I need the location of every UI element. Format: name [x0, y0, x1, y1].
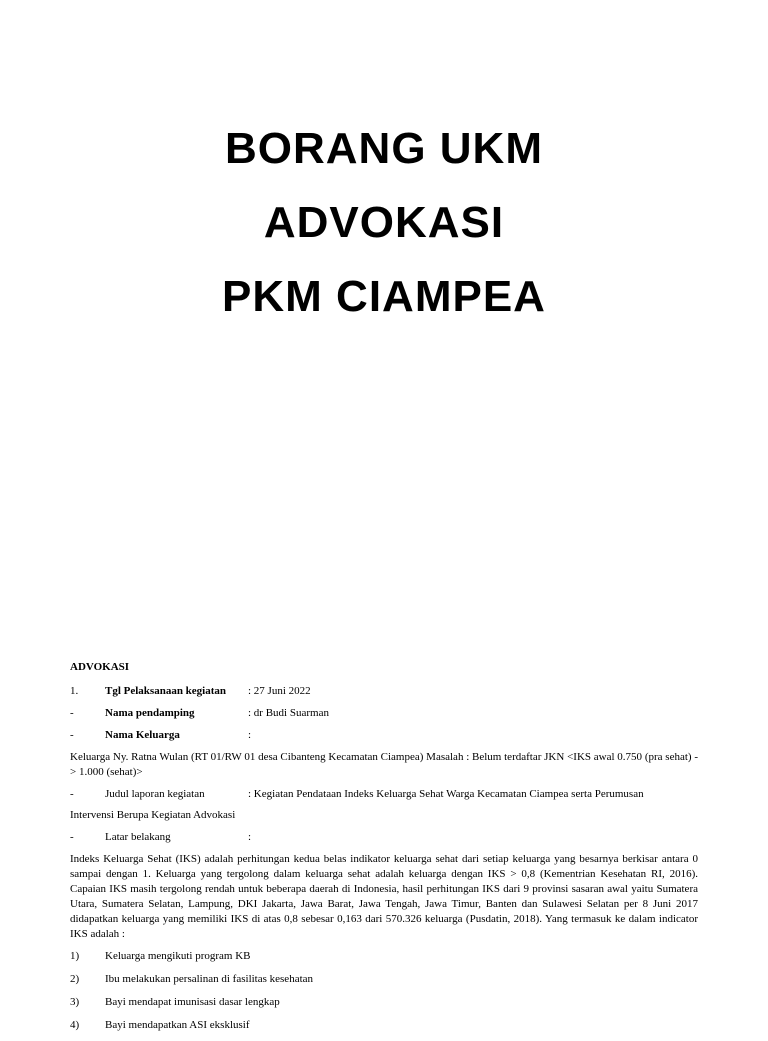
section-heading: ADVOKASI [70, 661, 130, 673]
list-item [70, 972, 698, 987]
list-text: Ibu melakukan persalinan di fasilitas kesehatan [105, 973, 314, 985]
title-line-2: ADVOKASI [263, 198, 505, 247]
field-number: - [70, 729, 74, 741]
list-item [70, 995, 698, 1010]
field-number: 1. [70, 685, 79, 697]
list-text: Bayi mendapat imunisasi dasar lengkap [105, 996, 280, 1008]
field-tgl-pelaksanaan [70, 684, 698, 699]
iks-paragraph: Indeks Keluarga Sehat (IKS) adalah perhitungan kedua belas indikator keluarga sehat dari setiap keluarga yang besarnya berkisar antara 0 sampai dengan 1. Keluarga yang tergolong dalam keluarga sehat adalah keluarga dengan IKS > 0,8 (Kementrian Kesehatan RI, 2016). Capaian IKS masih tergolong rendah untuk beberapa daerah di Indonesia, hasil perhitungan IKS dari 9 provinsi sasaran awal yaitu Sumatera Utara, Sumatera Selatan, Lampung, DKI Jakarta, Jawa Barat, Jawa Tengah, Jawa Timur, Banten dan Sulawesi Selatan per 8 Juni 2017 didapatkan keluarga yang memiliki IKS di atas 0,8 sebesar 0,163 dari 570.326 keluarga (Pusdatin, 2018). Yang termasuk ke dalam indicator IKS adalah : [70, 853, 698, 940]
indicator-list [70, 949, 698, 1033]
field-value: : 27 Juni 2022 [248, 685, 311, 697]
field-value: : [248, 831, 252, 843]
field-latar-belakang [70, 830, 698, 845]
field-value: : dr Budi Suarman [248, 707, 329, 719]
title-line-1: BORANG UKM [225, 124, 543, 173]
field-label: Nama pendamping [105, 707, 195, 719]
list-item [70, 949, 698, 964]
field-label: Nama Keluarga [105, 729, 180, 741]
list-number: 4) [70, 1019, 80, 1031]
list-item [70, 1018, 698, 1033]
field-value: : [248, 729, 252, 741]
judul-continuation: Intervensi Berupa Kegiatan Advokasi [70, 809, 236, 821]
list-number: 2) [70, 973, 80, 985]
field-label: Judul laporan kegiatan [105, 788, 205, 800]
list-text: Keluarga mengikuti program KB [105, 950, 251, 962]
document-title [0, 118, 768, 340]
field-value: : Kegiatan Pendataan Indeks Keluarga Sehat Warga Kecamatan Ciampea serta Perumusan [248, 788, 644, 800]
field-number: - [70, 707, 74, 719]
keluarga-paragraph: Keluarga Ny. Ratna Wulan (RT 01/RW 01 desa Cibanteng Kecamatan Ciampea) Masalah : Belum terdaftar JKN <IKS awal 0.750 (pra sehat) -> 1.000 (sehat)> [70, 751, 698, 778]
field-number: - [70, 788, 74, 800]
field-number: - [70, 831, 74, 843]
field-judul-laporan [70, 787, 698, 802]
field-nama-keluarga [70, 728, 698, 743]
field-label: Tgl Pelaksanaan kegiatan [105, 685, 227, 697]
document-body [70, 660, 698, 1041]
list-text: Bayi mendapatkan ASI eksklusif [105, 1019, 250, 1031]
list-number: 1) [70, 950, 80, 962]
field-label: Latar belakang [105, 831, 171, 843]
list-number: 3) [70, 996, 80, 1008]
title-line-3: PKM CIAMPEA [222, 272, 546, 321]
field-nama-pendamping [70, 706, 698, 721]
